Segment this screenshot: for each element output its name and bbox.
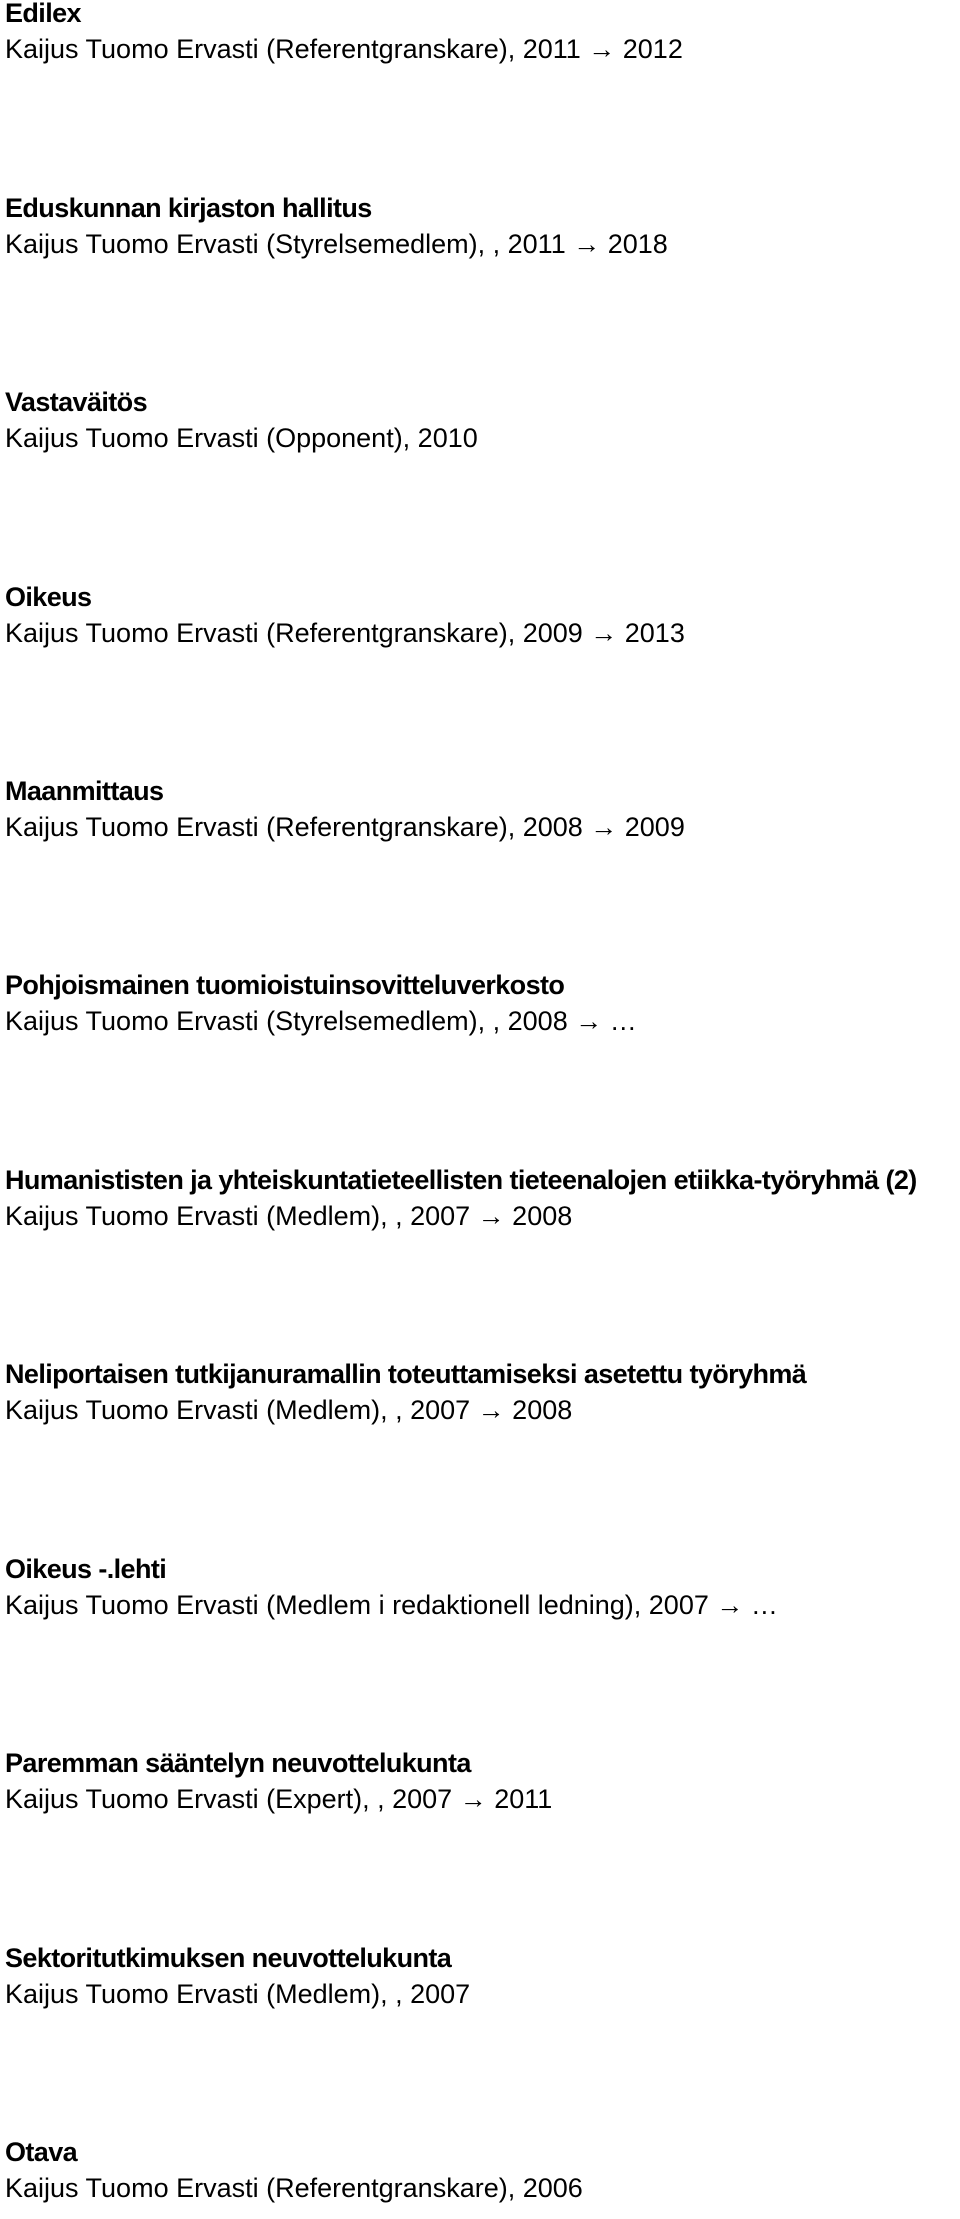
entry-detail: Kaijus Tuomo Ervasti (Referentgranskare), 2008 → 2009 <box>5 812 685 842</box>
entry-detail: Kaijus Tuomo Ervasti (Styrelsemedlem), , 2008 → … <box>5 1006 637 1036</box>
entry-detail: Kaijus Tuomo Ervasti (Expert), , 2007 → 2011 <box>5 1784 553 1814</box>
entry-title: Edilex <box>5 0 81 28</box>
entry-title: Oikeus <box>5 582 92 612</box>
entry-detail: Kaijus Tuomo Ervasti (Referentgranskare), 2011 → 2012 <box>5 34 683 64</box>
activity-entry <box>5 0 955 67</box>
activity-entry <box>5 190 955 262</box>
activity-entry <box>5 1162 955 1234</box>
activity-entry <box>5 773 955 845</box>
activity-entry <box>5 1940 955 2012</box>
entry-title: Paremman sääntelyn neuvottelukunta <box>5 1748 471 1778</box>
entry-detail: Kaijus Tuomo Ervasti (Styrelsemedlem), , 2011 → 2018 <box>5 229 668 259</box>
entry-title: Pohjoismainen tuomioistuinsovitteluverkosto <box>5 970 565 1000</box>
entry-detail: Kaijus Tuomo Ervasti (Medlem), , 2007 → 2008 <box>5 1395 573 1425</box>
entry-detail: Kaijus Tuomo Ervasti (Referentgranskare), 2006 <box>5 2173 583 2203</box>
entry-title: Oikeus -.lehti <box>5 1554 167 1584</box>
activity-entry <box>5 2134 955 2206</box>
entry-title: Sektoritutkimuksen neuvottelukunta <box>5 1943 452 1973</box>
entry-title: Maanmittaus <box>5 776 164 806</box>
activity-entry <box>5 1551 955 1623</box>
entry-title: Vastaväitös <box>5 387 147 417</box>
entry-detail: Kaijus Tuomo Ervasti (Medlem), , 2007 <box>5 1979 471 2009</box>
entry-title: Neliportaisen tutkijanuramallin toteuttamiseksi asetettu työryhmä <box>5 1359 807 1389</box>
entry-detail: Kaijus Tuomo Ervasti (Opponent), 2010 <box>5 423 478 453</box>
activity-entry <box>5 579 955 651</box>
entry-detail: Kaijus Tuomo Ervasti (Medlem i redaktionell ledning), 2007 → … <box>5 1590 778 1620</box>
activity-entry <box>5 384 955 456</box>
entry-detail: Kaijus Tuomo Ervasti (Referentgranskare), 2009 → 2013 <box>5 618 685 648</box>
entry-title: Humanististen ja yhteiskuntatieteellisten tieteenalojen etiikka-työryhmä (2) <box>5 1165 917 1195</box>
activity-entry <box>5 967 955 1039</box>
entry-detail: Kaijus Tuomo Ervasti (Medlem), , 2007 → 2008 <box>5 1201 573 1231</box>
entry-title: Otava <box>5 2137 78 2167</box>
activity-entry <box>5 1356 955 1428</box>
entry-title: Eduskunnan kirjaston hallitus <box>5 193 372 223</box>
activity-entry <box>5 1745 955 1817</box>
